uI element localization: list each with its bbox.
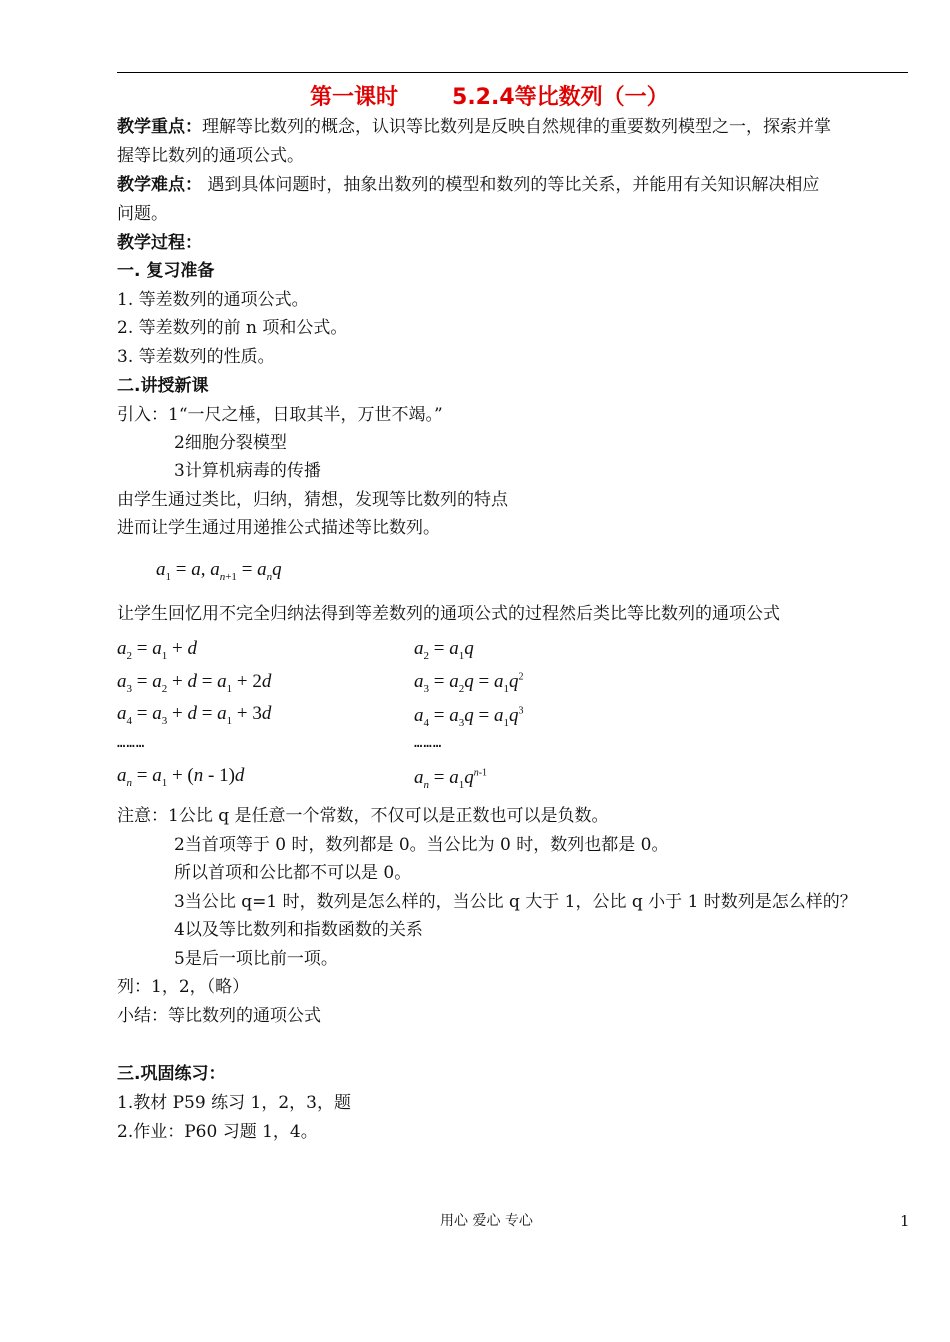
arithmetic-formula: $a_4 = a_3 + d = a_1 + 3d$ — [117, 703, 272, 727]
focus-line-1 — [117, 116, 831, 138]
note-line: 注意：1公比 q 是任意一个常数，不仅可以是正数也可以是负数。 — [117, 806, 609, 826]
paragraph: 让学生回忆用不完全归纳法得到等差数列的通项公式的过程然后类比等比数列的通项公式 — [117, 604, 780, 624]
intro-line: 2细胞分裂模型 — [174, 433, 287, 453]
note-line: 3当公比 q=1 时，数列是怎么样的，当公比 q 大于 1，公比 q 小于 1 时数列是怎么样的？ — [174, 892, 857, 912]
arithmetic-formula: $a_3 = a_2 + d = a_1 + 2d$ — [117, 671, 272, 695]
note-line: 2当首项等于 0 时，数列都是 0。当公比为 0 时，数列也都是 0。 — [174, 835, 669, 855]
arithmetic-general-term: $a_n = a_1 + (n - 1)d$ — [117, 765, 245, 789]
geometric-formula: $a_4 = a_3q = a_1q^3$ — [414, 705, 524, 729]
paragraph: 进而让学生通过用递推公式描述等比数列。 — [117, 518, 440, 538]
geometric-formula: $a_3 = a_2q = a_1q^2$ — [414, 671, 524, 695]
geometric-formula: $a_2 = a_1q$ — [414, 638, 474, 662]
focus-text-2: 握等比数列的通项公式。 — [117, 146, 304, 166]
recurrence-formula: $a_1 = a$, $a_{n+1} = a_nq$ — [156, 559, 282, 583]
note-line: 所以首项和公比都不可以是 0。 — [174, 863, 412, 883]
section3-heading: 三.巩固练习： — [117, 1064, 226, 1084]
header-rule — [117, 72, 908, 73]
summary-line: 小结：等比数列的通项公式 — [117, 1006, 321, 1026]
exercise-item: 2.作业：P60 习题 1，4。 — [117, 1122, 318, 1142]
ellipsis: ……… — [414, 735, 443, 751]
footer-motto: 用心 爱心 专心 — [440, 1213, 533, 1229]
exercise-item: 1.教材 P59 练习 1，2，3，题 — [117, 1093, 351, 1113]
section1-heading: 一. 复习准备 — [117, 261, 215, 281]
section1-item: 2. 等差数列的前 n 项和公式。 — [117, 318, 348, 338]
geometric-general-term: $a_n = a_1q^{n-1}$ — [414, 767, 488, 791]
page-title — [310, 80, 669, 111]
example-line: 列：1，2，（略） — [117, 977, 250, 997]
difficulty-text-2: 问题。 — [117, 204, 168, 224]
intro-line: 引入：1“一尺之棰，日取其半，万世不竭。” — [117, 405, 443, 425]
arithmetic-formula: $a_2 = a_1 + d$ — [117, 638, 197, 662]
title-lesson: 第一课时 — [310, 85, 399, 110]
paragraph: 由学生通过类比，归纳，猜想，发现等比数列的特点 — [117, 490, 508, 510]
difficulty-line-1 — [117, 174, 819, 196]
difficulty-text-1: 遇到具体问题时，抽象出数列的模型和数列的等比关系，并能用有关知识解决相应 — [202, 175, 820, 195]
note-line: 4以及等比数列和指数函数的关系 — [174, 920, 423, 940]
difficulty-label: 教学难点： — [117, 175, 202, 195]
focus-label: 教学重点： — [117, 117, 202, 137]
section1-item: 1. 等差数列的通项公式。 — [117, 290, 309, 310]
title-topic: 5.2.4等比数列（一） — [452, 85, 669, 110]
process-label: 教学过程： — [117, 233, 202, 253]
page-number: 1 — [900, 1212, 910, 1230]
section1-item: 3. 等差数列的性质。 — [117, 347, 275, 367]
ellipsis: ……… — [117, 735, 146, 751]
intro-line: 3计算机病毒的传播 — [174, 461, 321, 481]
note-line: 5是后一项比前一项。 — [174, 949, 338, 969]
focus-text-1: 理解等比数列的概念，认识等比数列是反映自然规律的重要数列模型之一，探索并掌 — [202, 117, 831, 137]
section2-heading: 二.讲授新课 — [117, 376, 209, 396]
